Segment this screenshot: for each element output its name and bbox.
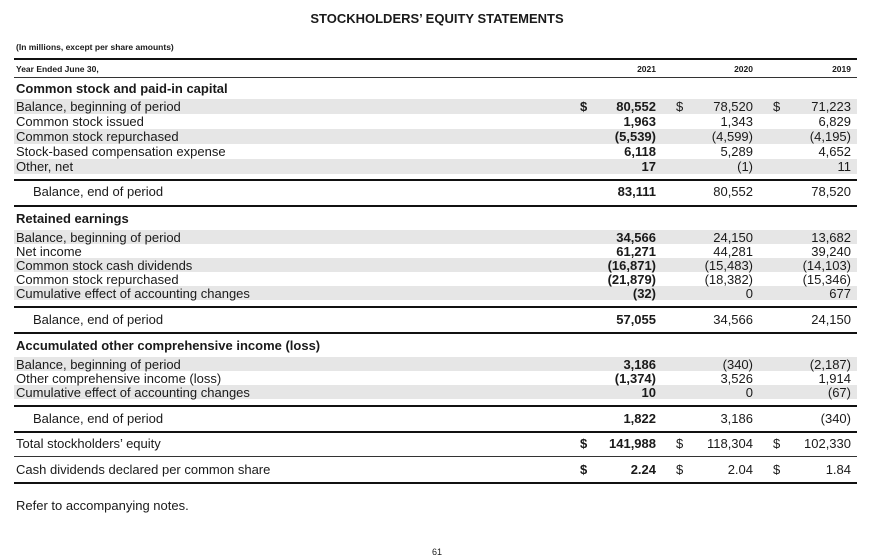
units-note: (In millions, except per share amounts) [16, 42, 174, 52]
value-2021: (32) [632, 286, 656, 301]
row-label: Other, net [16, 159, 74, 174]
value-2019: 4,652 [818, 144, 851, 159]
value-2020: (4,599) [711, 129, 753, 144]
value-2021: 3,186 [623, 357, 656, 372]
row-label: Common stock repurchased [16, 272, 179, 287]
currency-symbol: $ [773, 99, 781, 114]
row-label: Common stock issued [16, 114, 144, 129]
footer-note: Refer to accompanying notes. [16, 498, 189, 513]
row-label: Stock-based compensation expense [16, 144, 226, 159]
value-2020: (340) [722, 357, 753, 372]
row-label: Balance, beginning of period [16, 99, 181, 114]
value-2020: 0 [745, 385, 753, 400]
currency-symbol: $ [580, 462, 588, 477]
value-2021: 6,118 [624, 144, 656, 159]
row-label: Balance, end of period [33, 411, 164, 426]
row-label: Cash dividends declared per common share [16, 462, 271, 477]
row-label: Balance, beginning of period [16, 230, 181, 245]
value-2020: 3,526 [720, 371, 753, 386]
total-top-rule [14, 306, 857, 308]
currency-symbol: $ [676, 99, 684, 114]
value-2021: 34,566 [616, 230, 656, 245]
total-bottom-rule [14, 332, 857, 334]
row-label: Balance, beginning of period [16, 357, 181, 372]
value-2020: 24,150 [713, 230, 753, 245]
value-2019: 677 [829, 286, 851, 301]
value-2020: (1) [737, 159, 753, 174]
currency-symbol: $ [580, 436, 588, 451]
value-2019: (2,187) [809, 357, 851, 372]
year-2019-header: 2019 [832, 64, 851, 74]
value-2019: 78,520 [811, 184, 851, 199]
section-title-aoci: Accumulated other comprehensive income (loss) [16, 338, 321, 353]
total-bottom-rule [14, 431, 857, 433]
row-label: Balance, end of period [33, 184, 164, 199]
value-2019: 102,330 [804, 436, 851, 451]
header-top-rule [14, 58, 857, 60]
value-2021: 80,552 [616, 99, 656, 114]
total-top-rule [14, 405, 857, 407]
value-2020: 118,304 [706, 436, 753, 451]
value-2020: 3,186 [720, 411, 753, 426]
row-label: Common stock cash dividends [16, 258, 193, 273]
value-2021: 10 [641, 385, 656, 400]
page-number: 61 [431, 547, 442, 557]
row-label: Total stockholders’ equity [16, 436, 161, 451]
value-2021: 57,055 [616, 312, 656, 327]
total-bottom-rule [14, 205, 857, 207]
row-label: Cumulative effect of accounting changes [16, 286, 250, 301]
value-2021: (16,871) [607, 258, 656, 273]
value-2020: (18,382) [704, 272, 753, 287]
value-2021: (5,539) [614, 129, 656, 144]
currency-symbol: $ [676, 462, 684, 477]
value-2019: 39,240 [811, 244, 851, 259]
value-2019: 6,829 [818, 114, 851, 129]
year-header-label: Year Ended June 30, [16, 64, 99, 74]
statement-title: STOCKHOLDERS’ EQUITY STATEMENTS [310, 11, 564, 26]
row-label: Balance, end of period [33, 312, 164, 327]
value-2020: 44,281 [713, 244, 753, 259]
value-2020: 1,343 [720, 114, 753, 129]
value-2020: 80,552 [713, 184, 753, 199]
value-2020: 34,566 [713, 312, 753, 327]
section-title-retained-earnings: Retained earnings [16, 211, 129, 226]
value-2021: 1,822 [623, 411, 656, 426]
value-2019: 1,914 [818, 371, 851, 386]
value-2020: (15,483) [704, 258, 753, 273]
value-2020: 0 [745, 286, 753, 301]
value-2019: (14,103) [802, 258, 851, 273]
value-2020: 2.04 [727, 462, 753, 477]
row-label: Common stock repurchased [16, 129, 179, 144]
currency-symbol: $ [773, 436, 781, 451]
total-top-rule [14, 179, 857, 181]
currency-symbol: $ [773, 462, 781, 477]
currency-symbol: $ [676, 436, 684, 451]
value-2021: (1,374) [614, 371, 656, 386]
value-2019: 24,150 [811, 312, 851, 327]
header-bottom-rule [14, 77, 857, 78]
value-2020: 5,289 [720, 144, 753, 159]
currency-symbol: $ [580, 99, 588, 114]
value-2021: 83,111 [617, 184, 656, 199]
value-2019: (67) [827, 385, 851, 400]
value-2019: (15,346) [802, 272, 851, 287]
value-2021: 1,963 [623, 114, 656, 129]
value-2019: 13,682 [811, 230, 851, 245]
total-equity-rule [14, 456, 857, 457]
table-bottom-rule [14, 482, 857, 484]
value-2021: 17 [641, 159, 656, 174]
value-2019: 11 [837, 159, 851, 174]
year-2020-header: 2020 [734, 64, 753, 74]
row-label: Cumulative effect of accounting changes [16, 385, 250, 400]
row-label: Other comprehensive income (loss) [16, 371, 222, 386]
value-2019: 1.84 [825, 462, 851, 477]
value-2021: 141,988 [609, 436, 656, 451]
row-shading [14, 159, 857, 174]
year-2021-header: 2021 [637, 64, 656, 74]
value-2019: 71,223 [811, 99, 851, 114]
value-2019: (4,195) [809, 129, 851, 144]
value-2021: 2.24 [630, 462, 656, 477]
value-2019: (340) [820, 411, 851, 426]
row-label: Net income [16, 244, 82, 259]
value-2021: (21,879) [607, 272, 656, 287]
value-2020: 78,520 [713, 99, 753, 114]
section-title-common-stock: Common stock and paid-in capital [16, 81, 228, 96]
value-2021: 61,271 [616, 244, 656, 259]
